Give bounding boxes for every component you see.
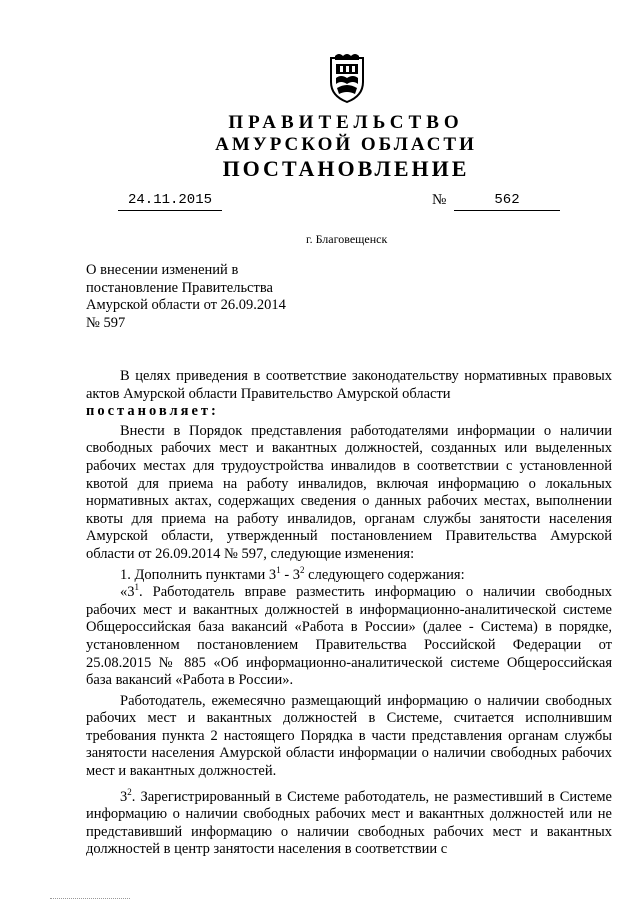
paragraph-3-2: $3^2$. Зарегистрированный в Системе работодатель, не разместивший в Системе информацию о наличии свободных рабочих мест и вакантных должностей или не представивший информацию о наличии свободных рабочих мест и вакантных должностей в центр занятости населения в соответствии с: [86, 786, 612, 858]
subject-line: № 597: [86, 314, 126, 331]
paragraph-item1: 1. Дополнить пунктами $3^1 - 3^2$ следующего содержания:: [120, 564, 465, 583]
resolves-word: постановляет:: [86, 403, 219, 420]
scan-edge-mark: [50, 898, 130, 899]
subject-line: О внесении изменений в: [86, 262, 239, 278]
document-body: [86, 368, 612, 862]
org-name-line1: ПРАВИТЕЛЬСТВО: [228, 112, 464, 133]
paragraph-amendments: Внести в Порядок представления работодателями информации о наличии свободных рабочих мест и вакантных должностей, созданных или выделенных рабочих местах для трудоустройства инвалидов в соответствии с установленной квотой для приема на работу инвалидов, включая информацию о локальных нормативных актах, содержащих сведения о данных рабочих местах, выполнении квоты для приема на работу инвалидов, органам службы занятости населения Амурской области, утвержденный постановлением Правительства Амурской области от 26.09.2014 № 597, следующие изменения:: [86, 422, 612, 562]
subject-line: постановление Правительства: [86, 279, 273, 296]
document-number: 562: [454, 190, 560, 211]
city-name: г. Благовещенск: [306, 232, 388, 246]
subject-line: Амурской области от 26.09.2014: [86, 297, 286, 313]
paragraph-employer: Работодатель, ежемесячно размещающий информацию о наличии свободных рабочих мест и вакантных должностей в Системе, считается исполнившим требования пункта 2 настоящего Порядка в части представления органам службы занятости населения Амурской области информации о наличии свободных рабочих мест и вакантных должностей.: [86, 692, 612, 780]
paragraph-3-1: «$3^1$. Работодатель вправе разместить информацию о наличии свободных рабочих мест и вакантных должностей в информационно-аналитической системе Общероссийская база вакансий «Работа в России» (далее - Система) в порядке, установленном постановлением Правительства Российской Федерации от 25.08.2015 № 885 «Об информационно-аналитической системе Общероссийская база вакансий «Работа в России».: [86, 582, 612, 689]
intro-paragraph: В целях приведения в соответствие законодательству нормативных правовых актов Амурской области Правительство Амурской области: [86, 368, 612, 402]
coat-of-arms-icon: [327, 52, 367, 104]
document-date: 24.11.2015: [118, 190, 222, 211]
number-sign: №: [432, 192, 447, 208]
document-type: ПОСТАНОВЛЕНИЕ: [222, 156, 470, 181]
org-name-line2: АМУРСКОЙ ОБЛАСТИ: [215, 134, 477, 155]
document-subject: [86, 262, 326, 332]
